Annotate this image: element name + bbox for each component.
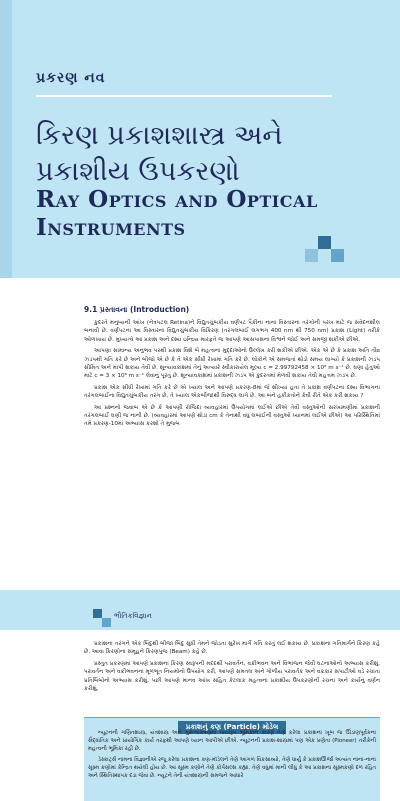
- chapter-header: [0, 0, 400, 278]
- decor-square-light: [305, 249, 318, 262]
- intro-paragraph-1: કુદરતે મનુષ્યની આંખ (નેત્રપટલ Retina)ને વિદ્યુતચુંબકીય વર્ણપટ પૈકીના નાના વિસ્તારના તરંગોની પરખ માટે જ સંવેદનશીલ બનાવી છે. વર્ણપટના આ વિસ્તારના વિદ્યુતચુંબકીય વિકિરણ (તરંગલંબાઈ લગભગ 400 nm થી 750 nm) પ્રકાશ (Light) તરીકે ઓળખાય છે. મુખ્યત્વે આ પ્રકાશ અને દશ્ય ઇન્દ્રિય મારફતે જ આપણે આસપાસના વિશ્વને જોઈ અને સમજી શકીએ છીએ.: [84, 320, 380, 343]
- section-heading: 9.1 પ્રસ્તાવના (Introduction): [84, 305, 190, 314]
- chapter-label: પ્રકરણ નવ: [36, 70, 106, 86]
- header-side-bar: [0, 0, 12, 278]
- continuation-paragraph-2: પ્રસ્તુત પ્રકરણમાં આપણે પ્રકાશના કિરણ સ્વરૂપની મદદથી પરાવર્તન, વક્રીભવન અને વિભાજન જેવી ઘટનાઓનો અભ્યાસ કરીશું. પરાવર્તન અને વક્રીભવનના મૂળભૂત નિયમોનો ઉપયોગ કરી, આપણે સમતલ અને ગોળીય પરાવર્તક અને વક્રકાર સપાટીઓ વડે રચાતા પ્રતિબિંબોનો અભ્યાસ કરીશું. પછી આપણે માનવ આંખ સહિત કેટલાક મહત્વના પ્રકાશીય ઉપકરણોની રચના અને કાર્યનું વર્ણન કરીશું.: [84, 660, 380, 693]
- introduction-section: [84, 305, 380, 432]
- intro-paragraph-4: આ પ્રશ્નનો જવાબ એ છે કે આપણી રોજિંદા વ્યવહારમાં ઉપયોગમાં લઈએ છીએ તેવી વસ્તુઓની સરખામણીમાં પ્રકાશની તરંગલંબાઈ ઘણી જ નાની છે. (વ્યવહારમાં આપણે થોડા cm કે તેનાથી વધુ લંબાઈની વસ્તુઓ ધ્યાનમાં લઈએ છીએ) આ પરિસ્થિતિમાં તમે પ્રકરણ-10માં અભ્યાસ કરશો તે મુજબ: [84, 404, 380, 428]
- box-paragraph-2: ડેસ્કાર્ટ્સ નામના વિજ્ઞાનીએ રજૂ કરેલા પ્રકાશના કણ-મૉડેલને તેણે આગળ વિકસાવ્યો, તેણે ધાર્યું કે પ્રકાશઊર્જા અત્યંત નાના-નાના સૂક્ષ્મ કણોમાં કેન્દ્રિત થયેલી હોય છે. આ સૂક્ષ્મ કણોને તેણે કોર્પસલ્સ કહ્યા. તેણે વધુમાં માની લીધું કે આ પ્રકાશના સૂક્ષ્મકણો દળ રહિત અને સ્થિતિસ્થાપક દડા જેવા છે. ન્યૂટને તેની યંત્રશાસ્ત્રની સમજને આધારે: [88, 757, 376, 779]
- subject-label: ભૌતિકવિજ્ઞાન: [114, 612, 152, 620]
- box-body: [88, 729, 376, 783]
- chapter-title-english: [36, 186, 376, 242]
- header-rule: [36, 95, 332, 97]
- chapter-title-gujarati: કિરણ પ્રકાશશાસ્ત્ર અને પ્રકાશીય ઉપકરણો: [36, 120, 283, 187]
- continuation-paragraph-1: પ્રકાશના તરંગને એક બિંદુથી બીજા બિંદુ સુધી તેમને જોડતા સુરેખ માર્ગે ગતિ કરતું લઈ શકાય છે. પ્રકાશના ગતિમાર્ગને કિરણ કહે છે. આવા કિરણોના સમૂહને કિરણપુંજ (Beam) કહે છે.: [84, 641, 380, 656]
- page-break-band: [0, 590, 400, 630]
- decor-square-medium: [331, 249, 344, 262]
- intro-paragraph-3: પ્રકાશ એક સીધી રેખામાં ગતિ કરે છે એ ખ્યાલ અને આપણે પ્રકરણ-8માં જે શીખ્યા હતા તે પ્રકાશ વર્ણપટના દશ્ય વિભાગના તરંગલંબાઈના વિદ્યુતચુંબકીય તરંગ છે, તે ખ્યાલ એકબીજાથી વિરુદ્ધ લાગે છે. આ બંને હકીકતોને કેવી રીતે એક કરી શકાય ?: [84, 384, 380, 400]
- chapter-title-english-line1: Ray Optics and Optical: [36, 186, 318, 213]
- intro-paragraph-2: આપણા સામાન્ય અનુભવ પરથી પ્રકાશ વિશે બે મહત્વના મુદ્દાઓનો ઉલ્લેખ કરી શકીએ છીએ. એક એ છે કે પ્રકાશ અતિ તીવ્ર ઝડપથી ગતિ કરે છે અને બીજો એ છે કે તે એક સીધી રેખામાં ગતિ કરે છે. લોકોને એ સમજતાં થોડો સમય લાગ્યો કે પ્રકાશની ઝડપ સીમિત અને માપી શકાય તેવી છે. શૂન્યાવકાશમાં તેનું અત્યારે સ્વીકારાયેલ મૂલ્ય c = 2.99792458 × 10⁸ m s⁻¹ છે. ઘણા હેતુઓ માટે c = 3 × 10⁸ m s⁻¹ લેવાનું પૂરતું છે. શૂન્યાવકાશમાં પ્રકાશની ઝડપ એ કુદરતમાં મેળવી શકાય તેવી મહત્તમ ઝડપ છે.: [84, 348, 380, 380]
- decor-square-dark: [318, 236, 331, 249]
- footer-square-light: [102, 618, 111, 627]
- box-heading: પ્રકાશનું કણ (Particle) મોડેલ: [178, 721, 287, 734]
- box-paragraph-1: ન્યૂટનની ગણિતશાસ્ત્ર, યંત્રશાસ્ત્ર અને ગુરુત્વાકર્ષણમાં પાયારૂપ ભૂમિકાને કારણે તેણે કરેલા પ્રકાશના ખૂબ જ ઊંડાણપૂર્વકના સૈદ્ધાંતિક અને પ્રાયોગિક કાર્ય તરફથી આપણે ધ્યાન આપીએ છીએ. ન્યૂટનની પ્રકાશ-શાસ્ત્રમાં પણ એક પ્રણેતા (Pioneer) તરીકેની મહત્વની ભૂમિકા રહી છે.: [88, 730, 376, 752]
- continuation-section: [84, 640, 380, 696]
- footer-square-dark: [93, 609, 102, 618]
- chapter-title-english-line2: Instruments: [36, 214, 186, 241]
